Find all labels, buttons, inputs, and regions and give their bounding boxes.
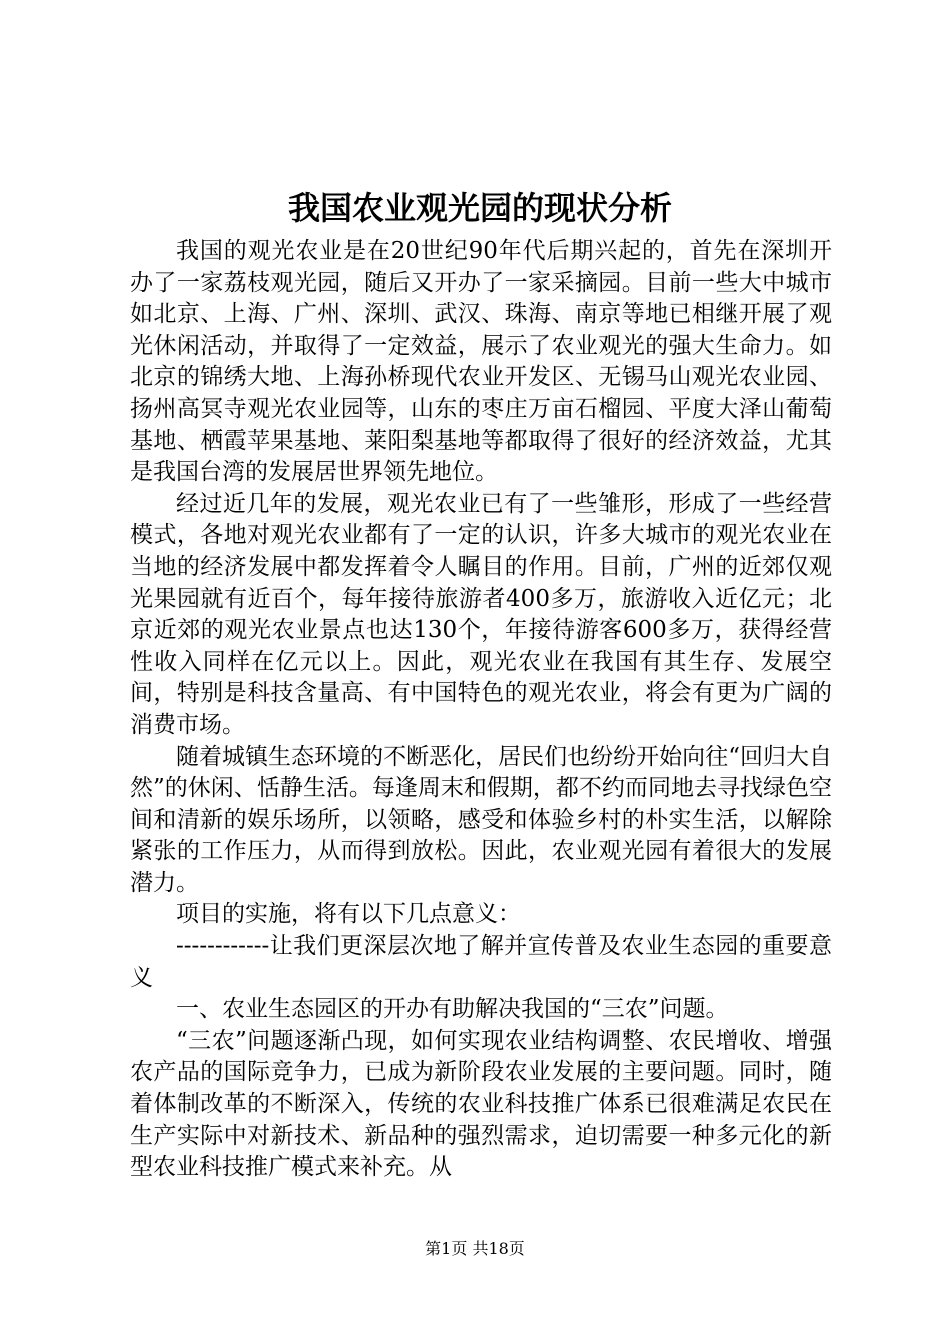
paragraph-5: ------------让我们更深层次地了解并宣传普及农业生态园的重要意义 [130, 933, 832, 991]
paragraph-1: 我国的观光农业是在20世纪90年代后期兴起的，首先在深圳开办了一家荔枝观光园，随后又开办了一家采摘园。目前一些大中城市如北京、上海、广州、深圳、武汉、珠海、南京等地已相继开展了观光休闲活动，并取得了一定效益，展示了农业观光的强大生命力。如北京的锦绣大地、上海孙桥现代农业开发区、无锡马山观光农业园、扬州高冥寺观光农业园等，山东的枣庄万亩石榴园、平度大泽山葡萄基地、栖霞苹果基地、莱阳梨基地等都取得了很好的经济效益，尤其是我国台湾的发展居世界领先地位。 [130, 238, 832, 486]
paragraph-2: 经过近几年的发展，观光农业已有了一些雏形，形成了一些经营模式，各地对观光农业都有了一定的认识，许多大城市的观光农业在当地的经济发展中都发挥着令人瞩目的作用。目前，广州的近郊仅观光果园就有近百个，每年接待旅游者400多万，旅游收入近亿元；北京近郊的观光农业景点也达130个，年接待游客600多万，获得经营性收入同样在亿元以上。因此，观光农业在我国有其生存、发展空间，特别是科技含量高、有中国特色的观光农业，将会有更为广阔的消费市场。 [130, 490, 832, 738]
paragraph-3: 随着城镇生态环境的不断恶化，居民们也纷纷开始向往“回归大自然”的休闲、恬静生活。每逢周末和假期，都不约而同地去寻找绿色空间和清新的娱乐场所，以领略，感受和体验乡村的朴实生活，以解除紧张的工作压力，从而得到放松。因此，农业观光园有着很大的发展潜力。 [130, 743, 832, 896]
paragraph-7: “三农”问题逐渐凸现，如何实现农业结构调整、农民增收、增强农产品的国际竞争力，已成为新阶段农业发展的主要问题。同时，随着体制改革的不断深入，传统的农业科技推广体系已很难满足农民在生产实际中对新技术、新品种的强烈需求，迫切需要一种多元化的新型农业科技推广模式来补充。从 [130, 1027, 832, 1181]
paragraph-4: 项目的实施，将有以下几点意义： [176, 901, 521, 928]
paragraph-6: 一、农业生态园区的开办有助解决我国的“三农”问题。 [176, 996, 729, 1023]
document-title: 我国农业观光园的现状分析 [287, 189, 672, 227]
page-number-footer: 第1页 共18页 [425, 1239, 525, 1258]
document-body [130, 236, 832, 1184]
